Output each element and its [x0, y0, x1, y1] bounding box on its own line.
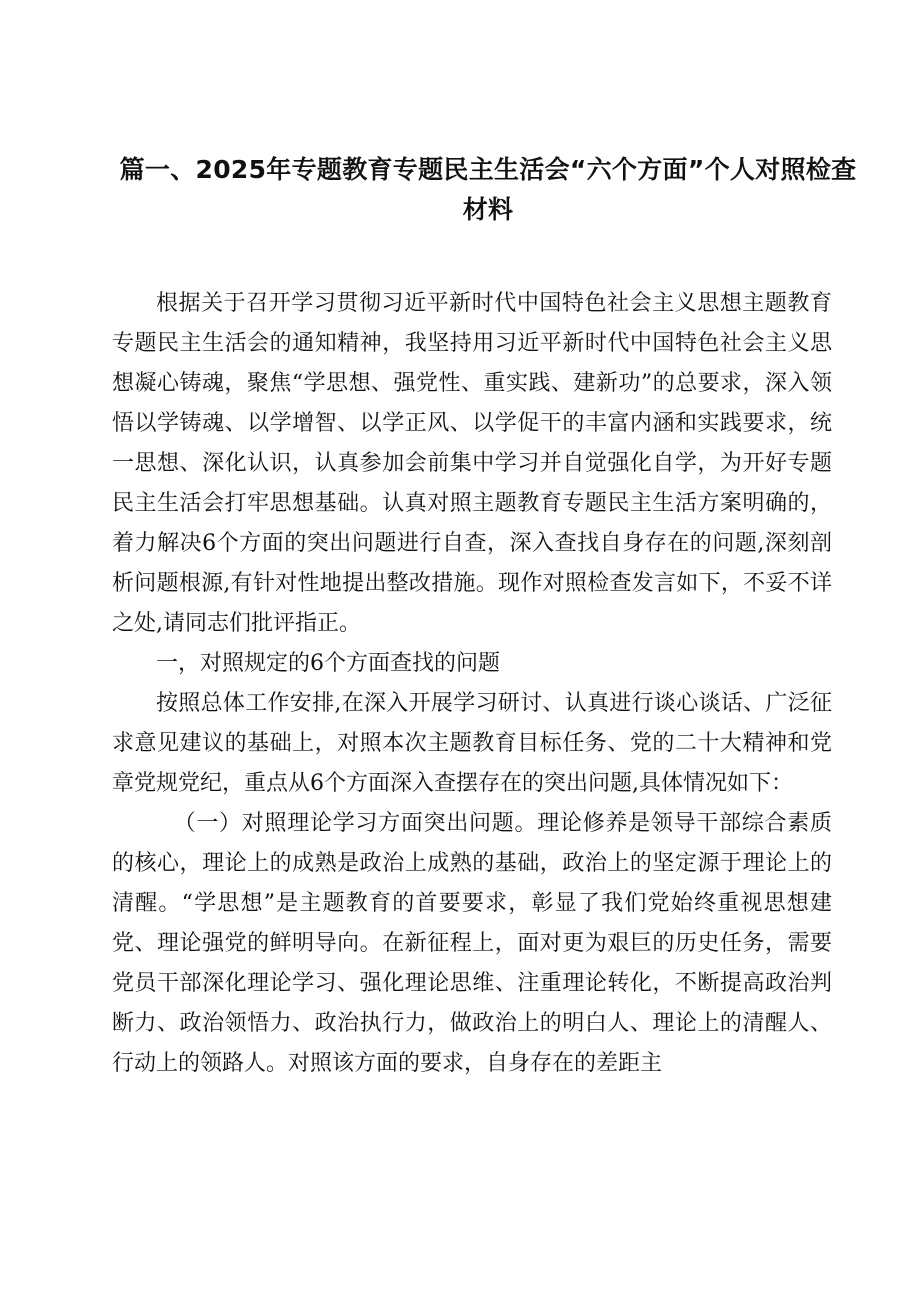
- paragraph-overview: 按照总体工作安排,在深入开展学习研讨、认真进行谈心谈话、广泛征求意见建议的基础上，对照本次主题教育目标任务、党的二十大精神和党章党规党纪，重点从6个方面深入查摆存在的突出问题,具体情况如下：: [112, 691, 832, 796]
- paragraph-intro: 根据关于召开学习贯彻习近平新时代中国特色社会主义思想主题教育专题民主生活会的通知精神，我坚持用习近平新时代中国特色社会主义思想凝心铸魂，聚焦“学思想、强党性、重实践、建新功”的总要求，深入领悟以学铸魂、以学增智、以学正风、以学促干的丰富内涵和实践要求，统一思想、深化认识，认真参加会前集中学习并自觉强化自学，为开好专题民主生活会打牢思想基础。认真对照主题教育专题民主生活方案明确的，着力解决6个方面的突出问题进行自查，深入查找自身存在的问题,深刻剖析问题根源,有针对性地提出整改措施。现作对照检查发言如下，不妥不详之处,请同志们批评指正。: [112, 291, 832, 636]
- title-line-1: 篇一、2025年专题教育专题民主生活会“六个方面”个人对照检查: [119, 155, 857, 184]
- title-line-2: 材料: [462, 195, 514, 224]
- paragraph-theory-study: （一）对照理论学习方面突出问题。理论修养是领导干部综合素质的核心，理论上的成熟是政治上成熟的基础，政治上的坚定源于理论上的清醒。“学思想”是主题教育的首要要求，彰显了我们党始终重视思想建党、理论强党的鲜明导向。在新征程上，面对更为艰巨的历史任务，需要党员干部深化理论学习、强化理论思维、注重理论转化，不断提高政治判断力、政治领悟力、政治执行力，做政治上的明白人、理论上的清醒人、行动上的领路人。对照该方面的要求，自身存在的差距主: [112, 811, 832, 1076]
- section-heading-1: 一，对照规定的6个方面查找的问题: [156, 651, 500, 676]
- document-title: [118, 150, 858, 230]
- document-body: [112, 284, 832, 1084]
